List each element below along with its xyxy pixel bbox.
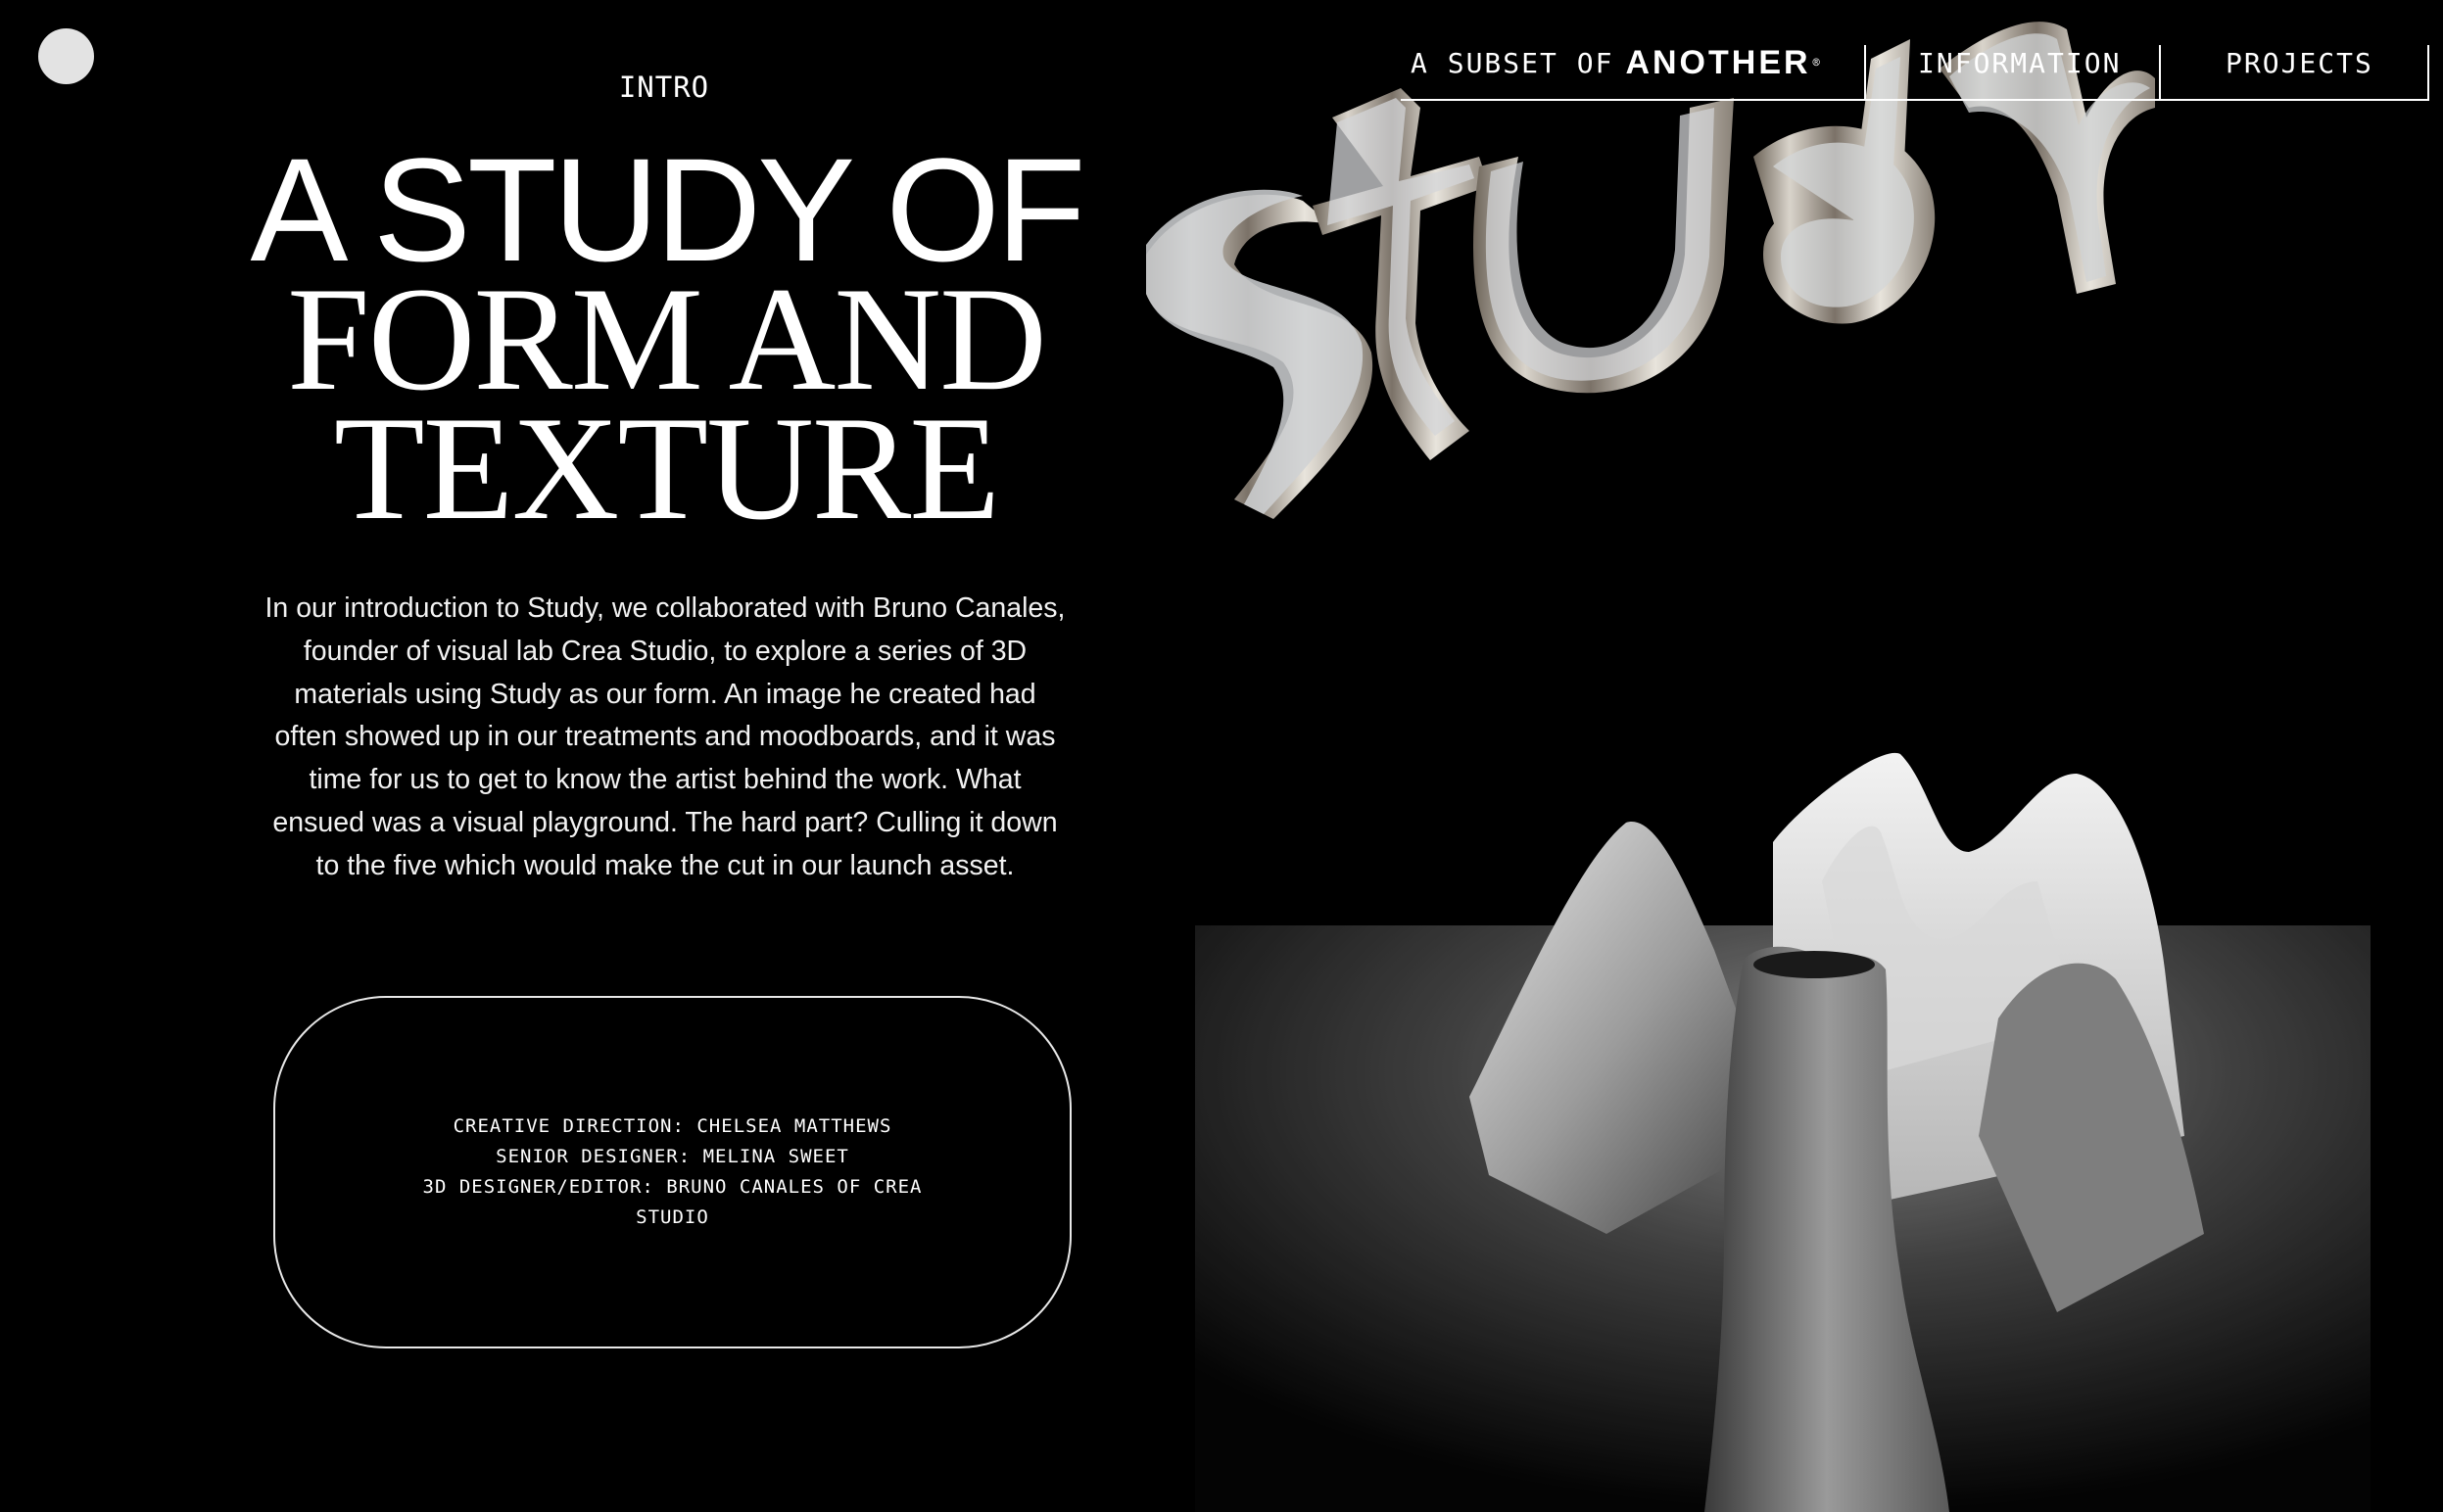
menu-dot-button[interactable] <box>38 28 94 84</box>
title-line-1: A STUDY OF <box>250 127 1082 292</box>
intro-label: INTRO <box>618 71 710 104</box>
credit-line: CREATIVE DIRECTION: CHELSEA MATTHEWS <box>453 1115 892 1137</box>
nav-underline <box>1401 99 2429 101</box>
credit-line: 3D DESIGNER/EDITOR: BRUNO CANALES OF CREA STUDIO <box>422 1176 923 1228</box>
nav-projects-link[interactable]: PROJECTS <box>2226 46 2373 79</box>
nav-divider <box>2427 45 2429 100</box>
credit-line: SENIOR DESIGNER: MELINA SWEET <box>496 1146 849 1167</box>
nav-divider <box>2159 45 2161 100</box>
intro-paragraph: In our introduction to Study, we collaborated with Bruno Canales, founder of visual lab Crea Studio, to explore a series of 3D materials using Study as our form. An image he created had often showed up in our treatments and moodboards, and it was time for us to get to know the artist behind the work. What ensued was a visual playground. The hard part? Culling it down to the five which would make the cut in our launch asset. <box>264 592 1066 881</box>
3d-landscape-image <box>1195 725 2371 1512</box>
title-line-2: FORM AND <box>287 257 1045 421</box>
credits-card <box>273 996 1072 1348</box>
credits-list <box>408 1111 937 1233</box>
registered-mark: ® <box>1812 56 1822 70</box>
study-3d-lettering-image <box>1126 0 2155 548</box>
brand-prefix: A SUBSET OF <box>1411 46 1614 79</box>
nav-brand-link[interactable] <box>1411 43 1822 82</box>
title-line-3: TEXTURE <box>333 386 999 550</box>
brand-logo: ANOTHER <box>1625 43 1811 81</box>
page-title <box>176 127 1156 550</box>
nav-information-link[interactable]: INFORMATION <box>1918 46 2122 79</box>
nav-divider <box>1864 45 1866 100</box>
